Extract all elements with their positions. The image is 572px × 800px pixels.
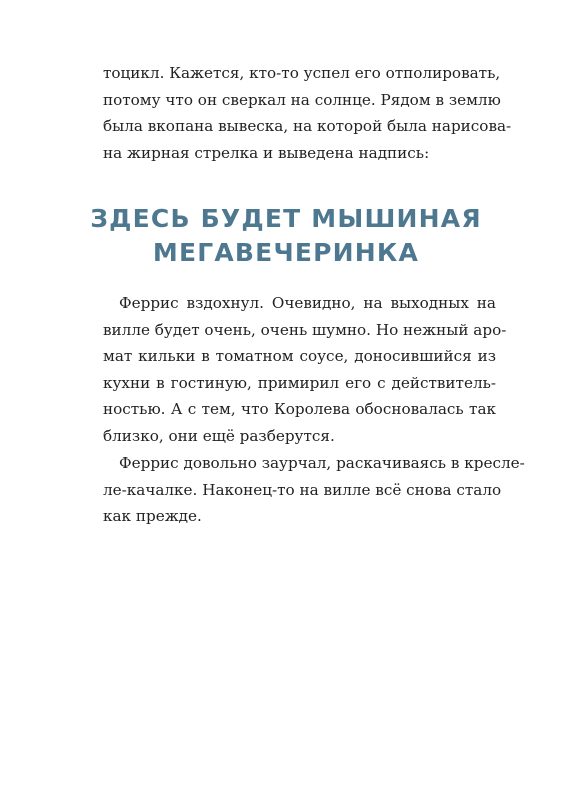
sign-line: ЗДЕСЬ БУДЕТ МЫШИНАЯ	[90, 204, 482, 233]
text-line: Феррис вздохнул. Очевидно, на выходных на	[119, 294, 496, 312]
text-line: как прежде.	[103, 507, 202, 526]
text-line: потому что он сверкал на солнце. Рядом в землю	[103, 90, 501, 109]
text-line: на жирная стрелка и выведена надпись:	[103, 143, 430, 162]
text-line: близко, они ещё разберутся.	[103, 426, 335, 445]
text-line: кухни в гостиную, примирил его с действитель-	[103, 373, 496, 392]
sign-line: МЕГАВЕЧЕРИНКА	[152, 238, 420, 267]
text-line: ностью. А с тем, что Королева обосновалась так	[103, 400, 496, 419]
paragraph-1	[103, 290, 507, 450]
text-line: ле-качалке. Наконец-то на вилле всё снова стало	[103, 480, 502, 499]
text-line: мат кильки в томатном соусе, доносившийся из	[103, 347, 496, 366]
sign-heading	[0, 202, 572, 270]
text-line: вилле будет очень, очень шумно. Но нежный аро-	[103, 320, 507, 339]
text-line: Феррис довольно заурчал, раскачиваясь в кресле-	[119, 454, 525, 472]
paragraph-top	[103, 60, 512, 166]
text-line: была вкопана вывеска, на которой была нарисова-	[103, 117, 512, 136]
text-line: тоцикл. Кажется, кто-то успел его отполировать,	[103, 64, 501, 82]
paragraph-2	[103, 450, 525, 530]
